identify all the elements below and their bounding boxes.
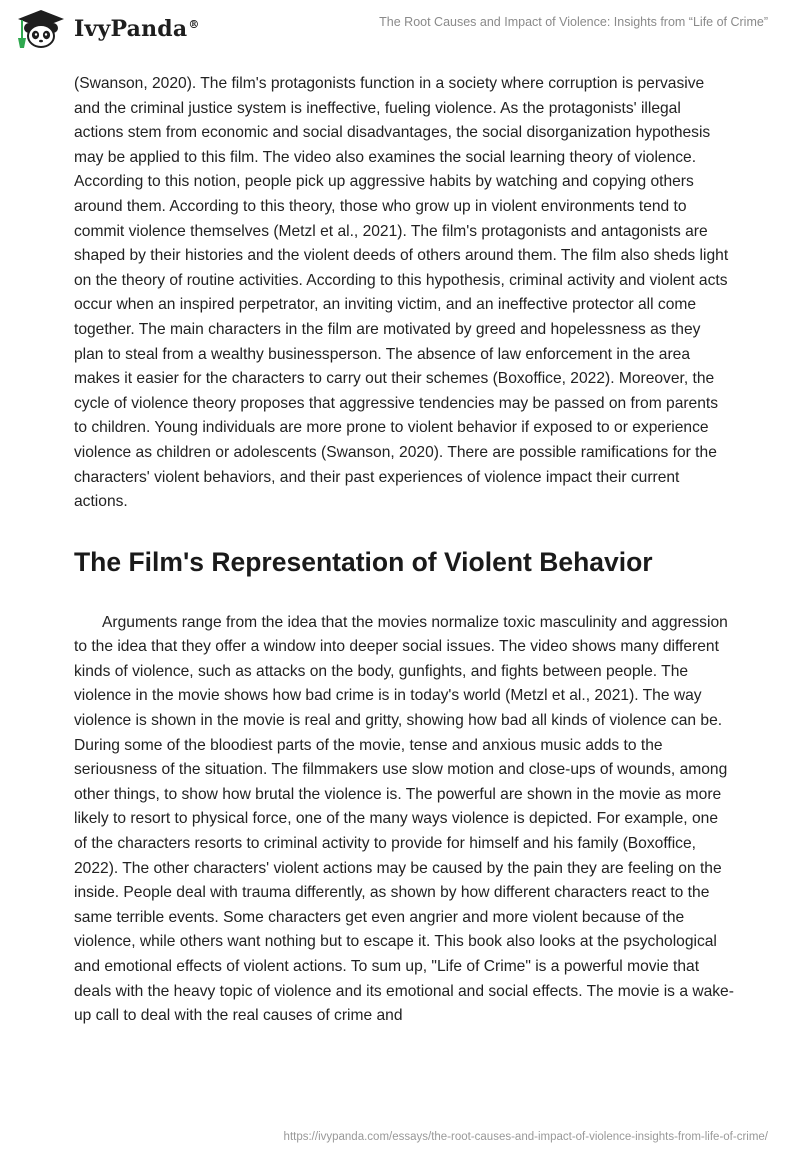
document-title: The Root Causes and Impact of Violence: Insights from “Life of Crime” — [379, 15, 768, 29]
source-url[interactable]: https://ivypanda.com/essays/the-root-causes-and-impact-of-violence-insights-from-life-of-crime/ — [283, 1131, 768, 1143]
brand-name: IvyPanda® — [74, 16, 200, 42]
body-paragraph: Arguments range from the idea that the movies normalize toxic masculinity and aggression to the idea that they offer a window into deeper social issues. The video shows many different kinds of violence, such as attacks on the body, gunfights, and fights between people. The violence in the movie shows how bad crime is in today's world (Metzl et al., 2021). The way violence is shown in the movie is real and gritty, showing how bad all kinds of violence can be. During some of the bloodiest parts of the movie, tense and anxious music adds to the seriousness of the situation. The filmmakers use slow motion and close-ups of wounds, among other things, to show how brutal the violence is. The powerful are shown in the movie as more likely to resort to physical force, one of the many ways violence is depicted. For example, one of the characters resorts to criminal activity to provide for himself and his family (Boxoffice, 2022). The other characters' violent actions may be caused by the pain they are feeling on the inside. People deal with trauma differently, as shown by how different characters react to the same terrible events. Some characters get even angrier and more violent because of the violence, while others want nothing but to escape it. This book also looks at the psychological and emotional effects of violent actions. To sum up, "Life of Crime" is a powerful movie that deals with the heavy topic of violence and its emotional and social effects. The movie is a wake-up call to deal with the real causes of crime and — [74, 613, 734, 1025]
essay-body — [74, 72, 734, 1029]
panda-graduate-icon — [14, 8, 68, 50]
body-paragraph: (Swanson, 2020). The film's protagonists function in a society where corruption is pervasive and the criminal justice system is ineffective, fueling violence. As the protagonists' illegal actions stem from economic and social disadvantages, the social disorganization hypothesis may be applied to this film. The video also examines the social learning theory of violence. According to this notion, people pick up aggressive habits by watching and copying others around them. According to this theory, those who grow up in violent environments tend to commit violence themselves (Metzl et al., 2021). The film's protagonists and antagonists are shaped by their histories and the violent deeds of others around them. The film also sheds light on the theory of routine activities. According to this hypothesis, criminal activity and violent acts occur when an inspired perpetrator, an inviting victim, and an ineffective protector all come together. The main characters in the film are motivated by greed and hopelessness as they plan to steal from a wealthy businessperson. The absence of law enforcement in the area makes it easier for the characters to carry out their schemes (Boxoffice, 2022). Moreover, the cycle of violence theory proposes that aggressive tendencies may be passed on from parents to children. Young individuals are more prone to violent behavior if exposed to or experience violence as children or adolescents (Swanson, 2020). There are possible ramifications for the characters' violent behaviors, and their past experiences of violence impact their current actions. — [74, 75, 729, 511]
section-heading: The Film's Representation of Violent Behavior — [74, 546, 653, 577]
page-header — [0, 0, 800, 64]
ivypanda-logo[interactable] — [14, 8, 200, 50]
